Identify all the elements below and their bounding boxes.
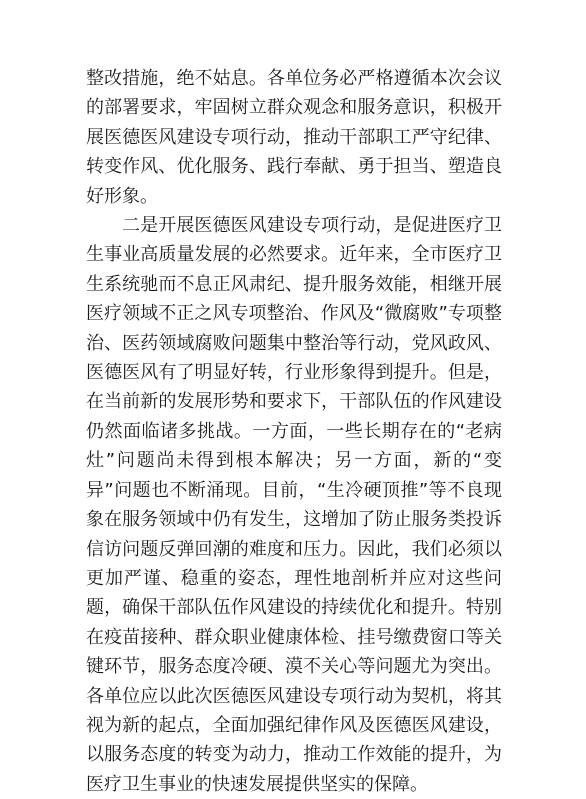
paragraph-continuation: 整改措施，绝不姑息。各单位务必严格遵循本次会议的部署要求，牢固树立群众观念和服务意识，积极开展医德医风建设专项行动，推动干部职工严守纪律、转变作风、优化服务、践行奉献、勇于担当、塑造良好形象。 xyxy=(86,68,502,207)
body-text xyxy=(86,64,502,799)
paragraph-second-point: 二是开展医德医风建设专项行动，是促进医疗卫生事业高质量发展的必然要求。近年来，全市医疗卫生系统驰而不息正风肃纪、提升服务效能，相继开展医疗领域不正之风专项整治、作风及“微腐败”专项整治、医药领域腐败问题集中整治等行动，党风政风、医德医风有了明显好转，行业形象得到提升。但是，在当前新的发展形势和要求下，干部队伍的作风建设仍然面临诸多挑战。一方面，一些长期存在的“老病灶”问题尚未得到根本解决；另一方面，新的“变异”问题也不断涌现。目前，“生冷硬顶推”等不良现象在服务领域中仍有发生，这增加了防止服务类投诉信访问题反弹回潮的难度和压力。因此，我们必须以更加严谨、稳重的姿态，理性地剖析并应对这些问题，确保干部队伍作风建设的持续优化和提升。特别在疫苗接种、群众职业健康体检、挂号缴费窗口等关键环节，服务态度冷硬、漠不关心等问题尤为突出。各单位应以此次医德医风建设专项行动为契机，将其视为新的起点，全面加强纪律作风及医德医风建设，以服务态度的转变为动力，推动工作效能的提升，为医疗卫生事业的快速发展提供坚实的保障。 xyxy=(86,215,502,795)
